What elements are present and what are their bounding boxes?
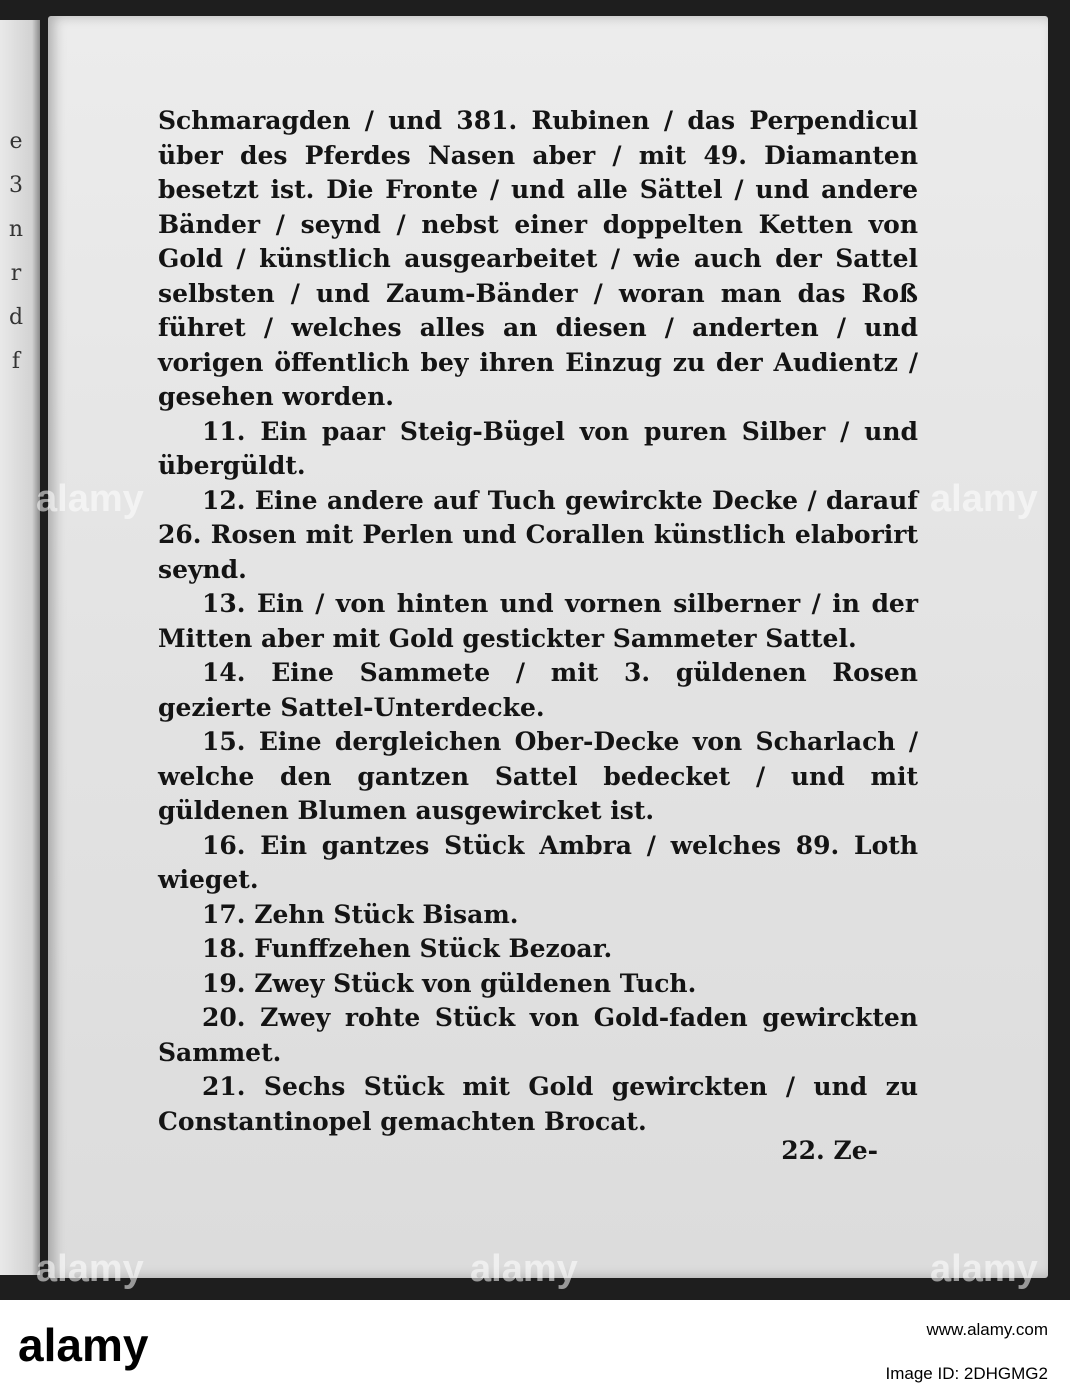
catchword: 22. Ze- [781,1136,878,1165]
item-15: 15. Eine dergleichen Ober-Decke von Scharlach / welche den gantzen Sattel bedecket / und mit güldenen Blumen ausgewircket ist. [158,727,918,825]
footer-bar [0,1300,1070,1390]
paragraph-continued: Schmaragden / und 381. Rubinen / das Perpendicul über des Pferdes Nasen aber / mit 49. Diamanten besetzt ist. Die Fronte / und alle Sättel / und andere Bänder / seynd / nebst einer doppelten Ketten von Gold / künstlich ausgearbeitet / wie auch der Sattel selbsten / und Zaum-Bänder / woran man das Roß führet / welches alles an diesen / anderten / und vorigen öffentlich bey ihren Einzug zu der Audientz / gesehen worden. [158,106,918,411]
footer-url: www.alamy.com [926,1320,1048,1339]
item-17: 17. Zehn Stück Bisam. [202,899,519,929]
item-20: 20. Zwey rohte Stück von Gold-faden gewirckten Sammet. [158,1003,918,1067]
item-16: 16. Ein gantzes Stück Ambra / welches 89. Loth wieget. [158,830,918,894]
watermark: alamy [930,478,1038,520]
item-19: 19. Zwey Stück von güldenen Tuch. [202,968,697,998]
watermark: alamy [470,1248,578,1290]
alamy-logo: alamy [18,1319,149,1371]
item-21: 21. Sechs Stück mit Gold gewirckten / und zu Constantinopel gemachten Brocat. [158,1072,918,1136]
item-12: 12. Eine andere auf Tuch gewirckte Decke / darauf 26. Rosen mit Perlen und Corallen künstlich elaborirt seynd. [158,485,918,584]
page-body-text [158,104,918,1139]
watermark: alamy [36,478,144,520]
footer-id-row [18,1300,1048,1390]
watermark: alamy [930,1248,1038,1290]
item-18: 18. Funffzehen Stück Bezoar. [202,934,613,963]
watermark: alamy [36,1248,144,1290]
item-11: 11. Ein paar Steig-Bügel von puren Silber / und übergüldt. [158,416,918,480]
previous-page-edge [0,20,40,1275]
item-13: 13. Ein / von hinten und vornen silberner / in der Mitten aber mit Gold gestickter Sammeter Sattel. [158,589,918,653]
previous-page-edge-text: e 3 n r d f [8,129,24,374]
image-id: Image ID: 2DHGMG2 [885,1364,1048,1383]
item-14: 14. Eine Sammete / mit 3. güldenen Rosen gezierte Sattel-Unterdecke. [158,658,918,722]
book-page [48,16,1048,1278]
